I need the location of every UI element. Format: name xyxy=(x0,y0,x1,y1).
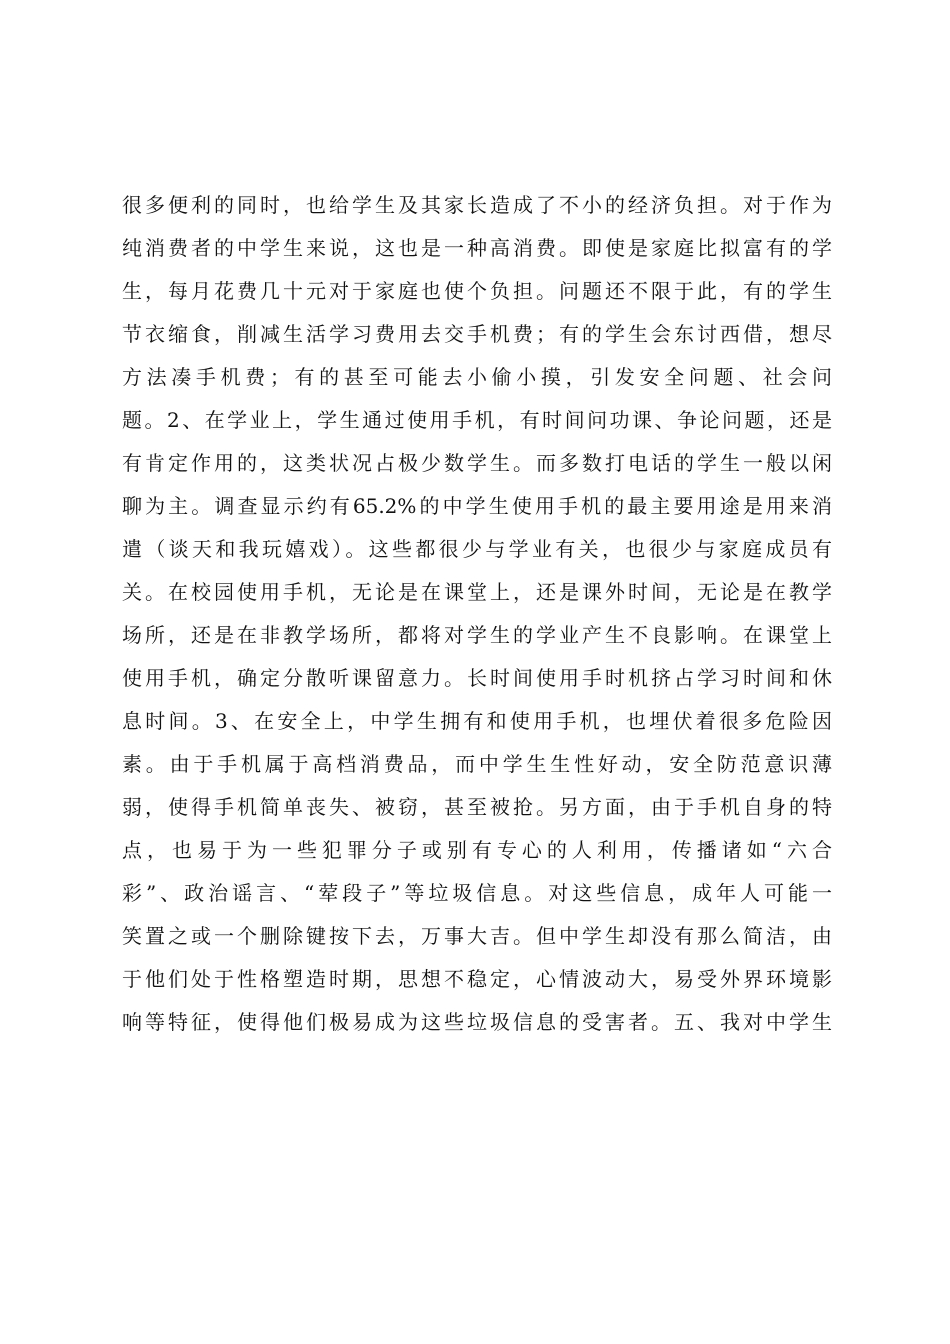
text-line: 点，也易于为一些犯罪分子或别有专心的人利用，传播诸如“六合 xyxy=(122,838,832,862)
text-line: 关。在校园使用手机，无论是在课堂上，还是课外时间，无论是在教学 xyxy=(122,580,832,604)
text-line: 聊为主。调查显示约有65.2%的中学生使用手机的最主要用途是用来消 xyxy=(122,494,832,518)
text-line: 弱，使得手机简单丧失、被窃，甚至被抢。另方面，由于手机自身的特 xyxy=(122,795,832,819)
text-line: 笑置之或一个删除键按下去，万事大吉。但中学生却没有那么简洁，由 xyxy=(122,924,832,948)
text-line: 素。由于手机属于高档消费品，而中学生生性好动，安全防范意识薄 xyxy=(122,752,832,776)
text-line: 息时间。3、在安全上，中学生拥有和使用手机，也埋伏着很多危险因 xyxy=(122,709,832,733)
body-text xyxy=(122,184,832,1044)
text-line: 场所，还是在非教学场所，都将对学生的学业产生不良影响。在课堂上 xyxy=(122,623,832,647)
text-line: 很多便利的同时，也给学生及其家长造成了不小的经济负担。对于作为 xyxy=(122,193,832,217)
text-line: 生，每月花费几十元对于家庭也使个负担。问题还不限于此，有的学生 xyxy=(122,279,832,303)
text-line: 使用手机，确定分散听课留意力。长时间使用手时机挤占学习时间和休 xyxy=(122,666,832,690)
text-line: 节衣缩食，削减生活学习费用去交手机费；有的学生会东讨西借，想尽 xyxy=(122,322,832,346)
text-line: 有肯定作用的，这类状况占极少数学生。而多数打电话的学生一般以闲 xyxy=(122,451,832,475)
text-line: 遣（谈天和我玩嬉戏）。这些都很少与学业有关，也很少与家庭成员有 xyxy=(122,537,832,561)
text-line: 彩”、政治谣言、“荤段子”等垃圾信息。对这些信息，成年人可能一 xyxy=(122,881,832,905)
text-line: 方法凑手机费；有的甚至可能去小偷小摸，引发安全问题、社会问 xyxy=(122,365,832,389)
text-line: 题。2、在学业上，学生通过使用手机，有时间问功课、争论问题，还是 xyxy=(122,408,832,432)
text-line: 于他们处于性格塑造时期，思想不稳定，心情波动大，易受外界环境影 xyxy=(122,967,832,991)
text-line: 纯消费者的中学生来说，这也是一种高消费。即使是家庭比拟富有的学 xyxy=(122,236,832,260)
text-line: 响等特征，使得他们极易成为这些垃圾信息的受害者。五、我对中学生 xyxy=(122,1010,832,1034)
